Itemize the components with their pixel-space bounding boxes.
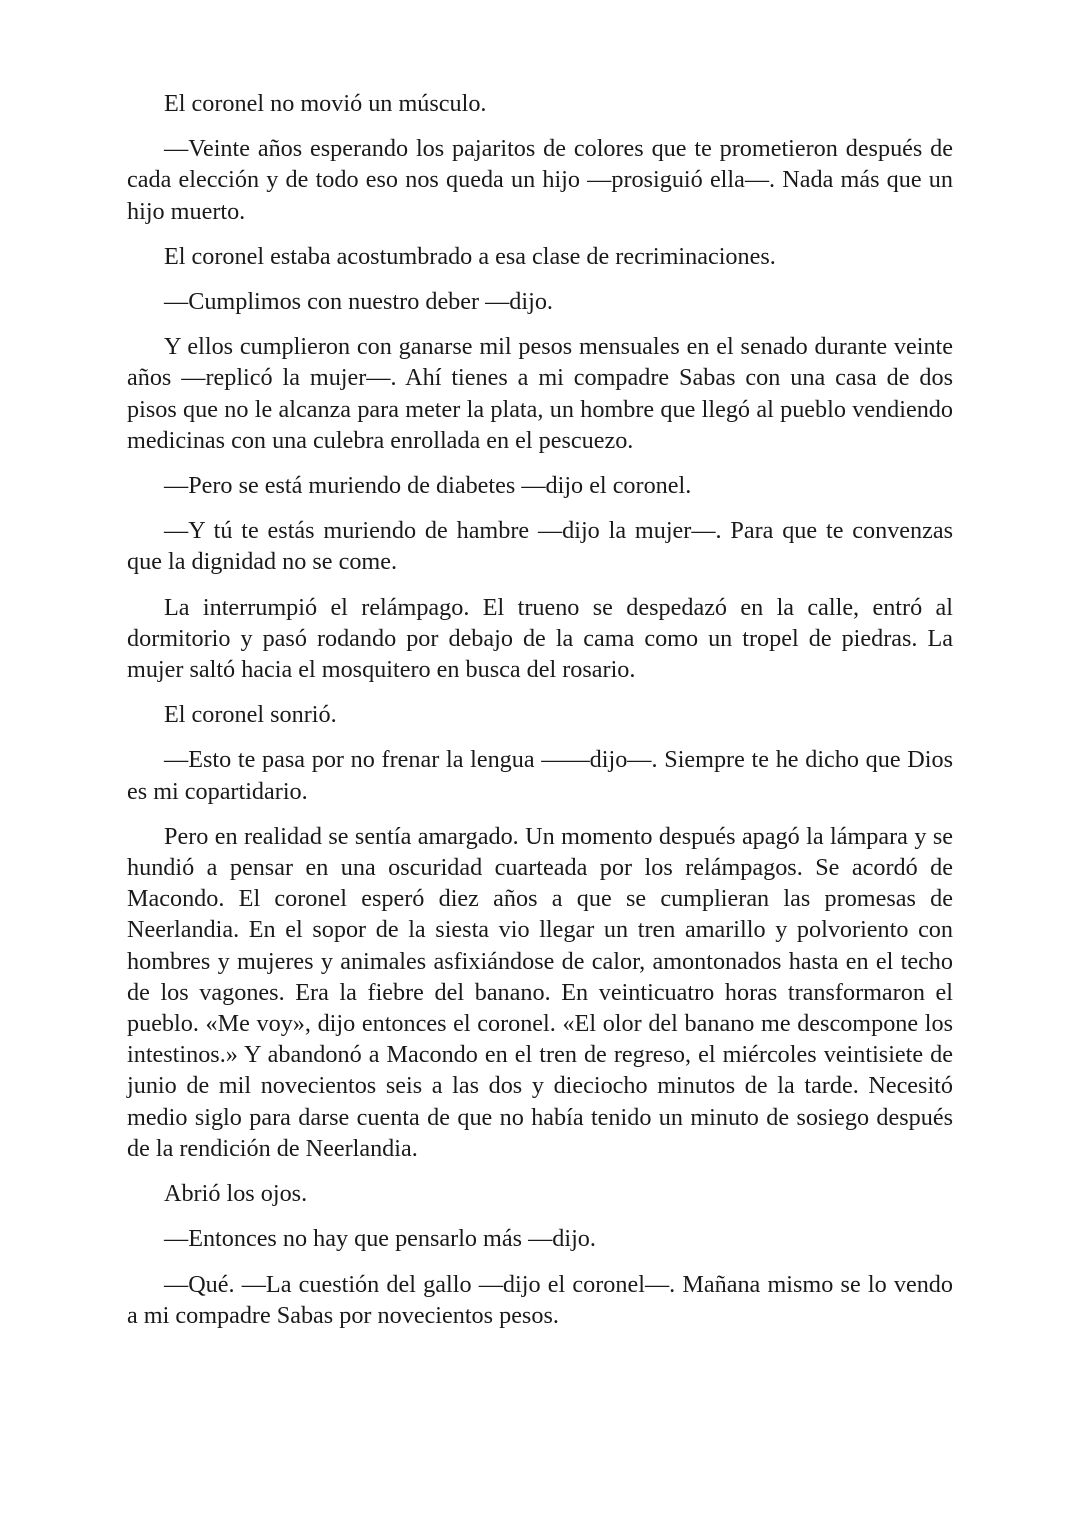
paragraph: El coronel no movió un músculo.	[164, 90, 487, 117]
paragraph: El coronel sonrió.	[164, 701, 337, 729]
paragraph: —Esto te pasa por no frenar la lengua ——dijo—. Siempre te he dicho que Dios es mi copartidario.	[127, 746, 953, 805]
paragraph: Abrió los ojos.	[164, 1180, 308, 1208]
paragraph: La interrumpió el relámpago. El trueno se despedazó en la calle, entró al dormitorio y pasó rodando por debajo de la cama como un tropel de piedras. La mujer saltó hacia el mosquitero en busca del rosario.	[127, 593, 953, 684]
paragraph: —Veinte años esperando los pajaritos de colores que te prometieron después de cada elección y de todo eso nos queda un hijo —prosiguió ella—. Nada más que un hijo muerto.	[127, 135, 953, 225]
paragraph: Y ellos cumplieron con ganarse mil pesos mensuales en el senado durante veinte años —replicó la mujer—. Ahí tienes a mi compadre Sabas con una casa de dos pisos que no le alcanza para meter la plata, un hombre que llegó al pueblo vendiendo medicinas con una culebra enrollada en el pescuezo.	[127, 333, 953, 454]
paragraph: El coronel estaba acostumbrado a esa clase de recriminaciones.	[164, 242, 776, 270]
paragraph: —Pero se está muriendo de diabetes —dijo el coronel.	[164, 472, 692, 500]
document-page	[127, 88, 953, 1345]
paragraph: Pero en realidad se sentía amargado. Un momento después apagó la lámpara y se hundió a pensar en una oscuridad cuarteada por los relámpagos. Se acordó de Macondo. El coronel esperó diez años a que se cumplieran las promesas de Neerlandia. En el sopor de la siesta vio llegar un tren amarillo y polvoriento con hombres y mujeres y animales asfixiándose de calor, amontonados hasta en el techo de los vagones. Era la fiebre del banano. En veinticuatro horas transformaron el pueblo. «Me voy», dijo entonces el coronel. «El olor del banano me descompone los intestinos.» Y abandonó a Macondo en el tren de regreso, el miércoles veintisiete de junio de mil novecientos seis a las dos y dieciocho minutos de la tarde. Necesitó medio siglo para darse cuenta de que no había tenido un minuto de sosiego después de la rendición de Neerlandia.	[127, 822, 953, 1162]
paragraph: —Qué. —La cuestión del gallo —dijo el coronel—. Mañana mismo se lo vendo a mi compadre Sabas por novecientos pesos.	[127, 1270, 953, 1329]
paragraph: —Y tú te estás muriendo de hambre —dijo la mujer—. Para que te convenzas que la dignidad no se come.	[127, 517, 953, 576]
paragraph: —Entonces no hay que pensarlo más —dijo.	[164, 1225, 596, 1253]
paragraph: —Cumplimos con nuestro deber —dijo.	[164, 288, 553, 316]
